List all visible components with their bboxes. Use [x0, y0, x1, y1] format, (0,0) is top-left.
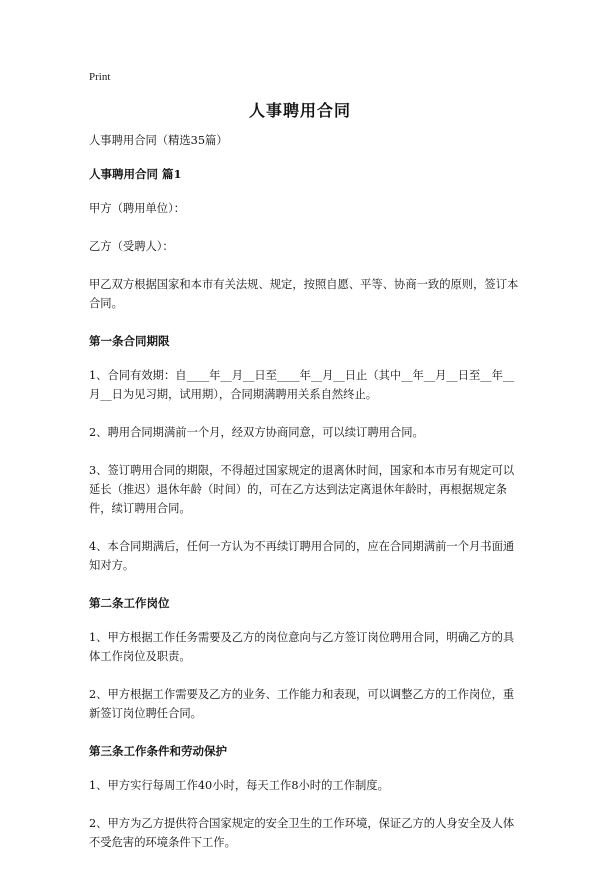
party-a-line: 甲方（聘用单位）： [89, 202, 186, 215]
article-1-item-4: 4、本合同期满后，任何一方认为不再续订聘用合同的，应在合同期满前一个月书面通知对方。 [89, 540, 515, 572]
article-3-item-1: 1、甲方实行每周工作40小时，每天工作8小时的工作制度。 [89, 779, 389, 792]
article-1-heading: 第一条合同期限 [89, 334, 170, 348]
article-2-heading: 第二条工作岗位 [89, 596, 170, 610]
print-label: Print [89, 71, 111, 83]
document-body [89, 131, 519, 871]
article-2-item-2: 2、甲方根据工作需要及乙方的业务、工作能力和表现，可以调整乙方的工作岗位，重新签订岗位聘任合同。 [89, 688, 515, 720]
article-3-item-2: 2、甲方为乙方提供符合国家规定的安全卫生的工作环境，保证乙方的人身安全及人体不受危害的环境条件下工作。 [89, 817, 515, 849]
document-title: 人事聘用合同 [248, 101, 351, 120]
article-1-item-1: 1、合同有效期：自____年__月__日至____年__月__日止（其中__年__月__日至__年__月__日为见习期，试用期），合同期满聘用关系自然终止。 [89, 369, 515, 401]
intro-paragraph: 甲乙双方根据国家和本市有关法规、规定，按照自愿、平等、协商一致的原则，签订本合同。 [89, 278, 519, 310]
article-2-item-1: 1、甲方根据工作任务需要及乙方的岗位意向与乙方签订岗位聘用合同，明确乙方的具体工作岗位及职责。 [89, 631, 515, 663]
article-1-item-3: 3、签订聘用合同的期限，不得超过国家规定的退离休时间，国家和本市另有规定可以延长（推迟）退休年龄（时间）的，可在乙方达到法定离退休年龄时，再根据规定条件，续订聘用合同。 [89, 464, 515, 515]
article-3-heading: 第三条工作条件和劳动保护 [89, 744, 227, 758]
section-heading: 人事聘用合同 篇1 [89, 167, 182, 181]
article-1-item-2: 2、聘用合同期满前一个月，经双方协商同意，可以续订聘用合同。 [89, 426, 424, 439]
document-subtitle: 人事聘用合同（精选35篇） [89, 134, 228, 147]
party-b-line: 乙方（受聘人）： [89, 240, 174, 253]
